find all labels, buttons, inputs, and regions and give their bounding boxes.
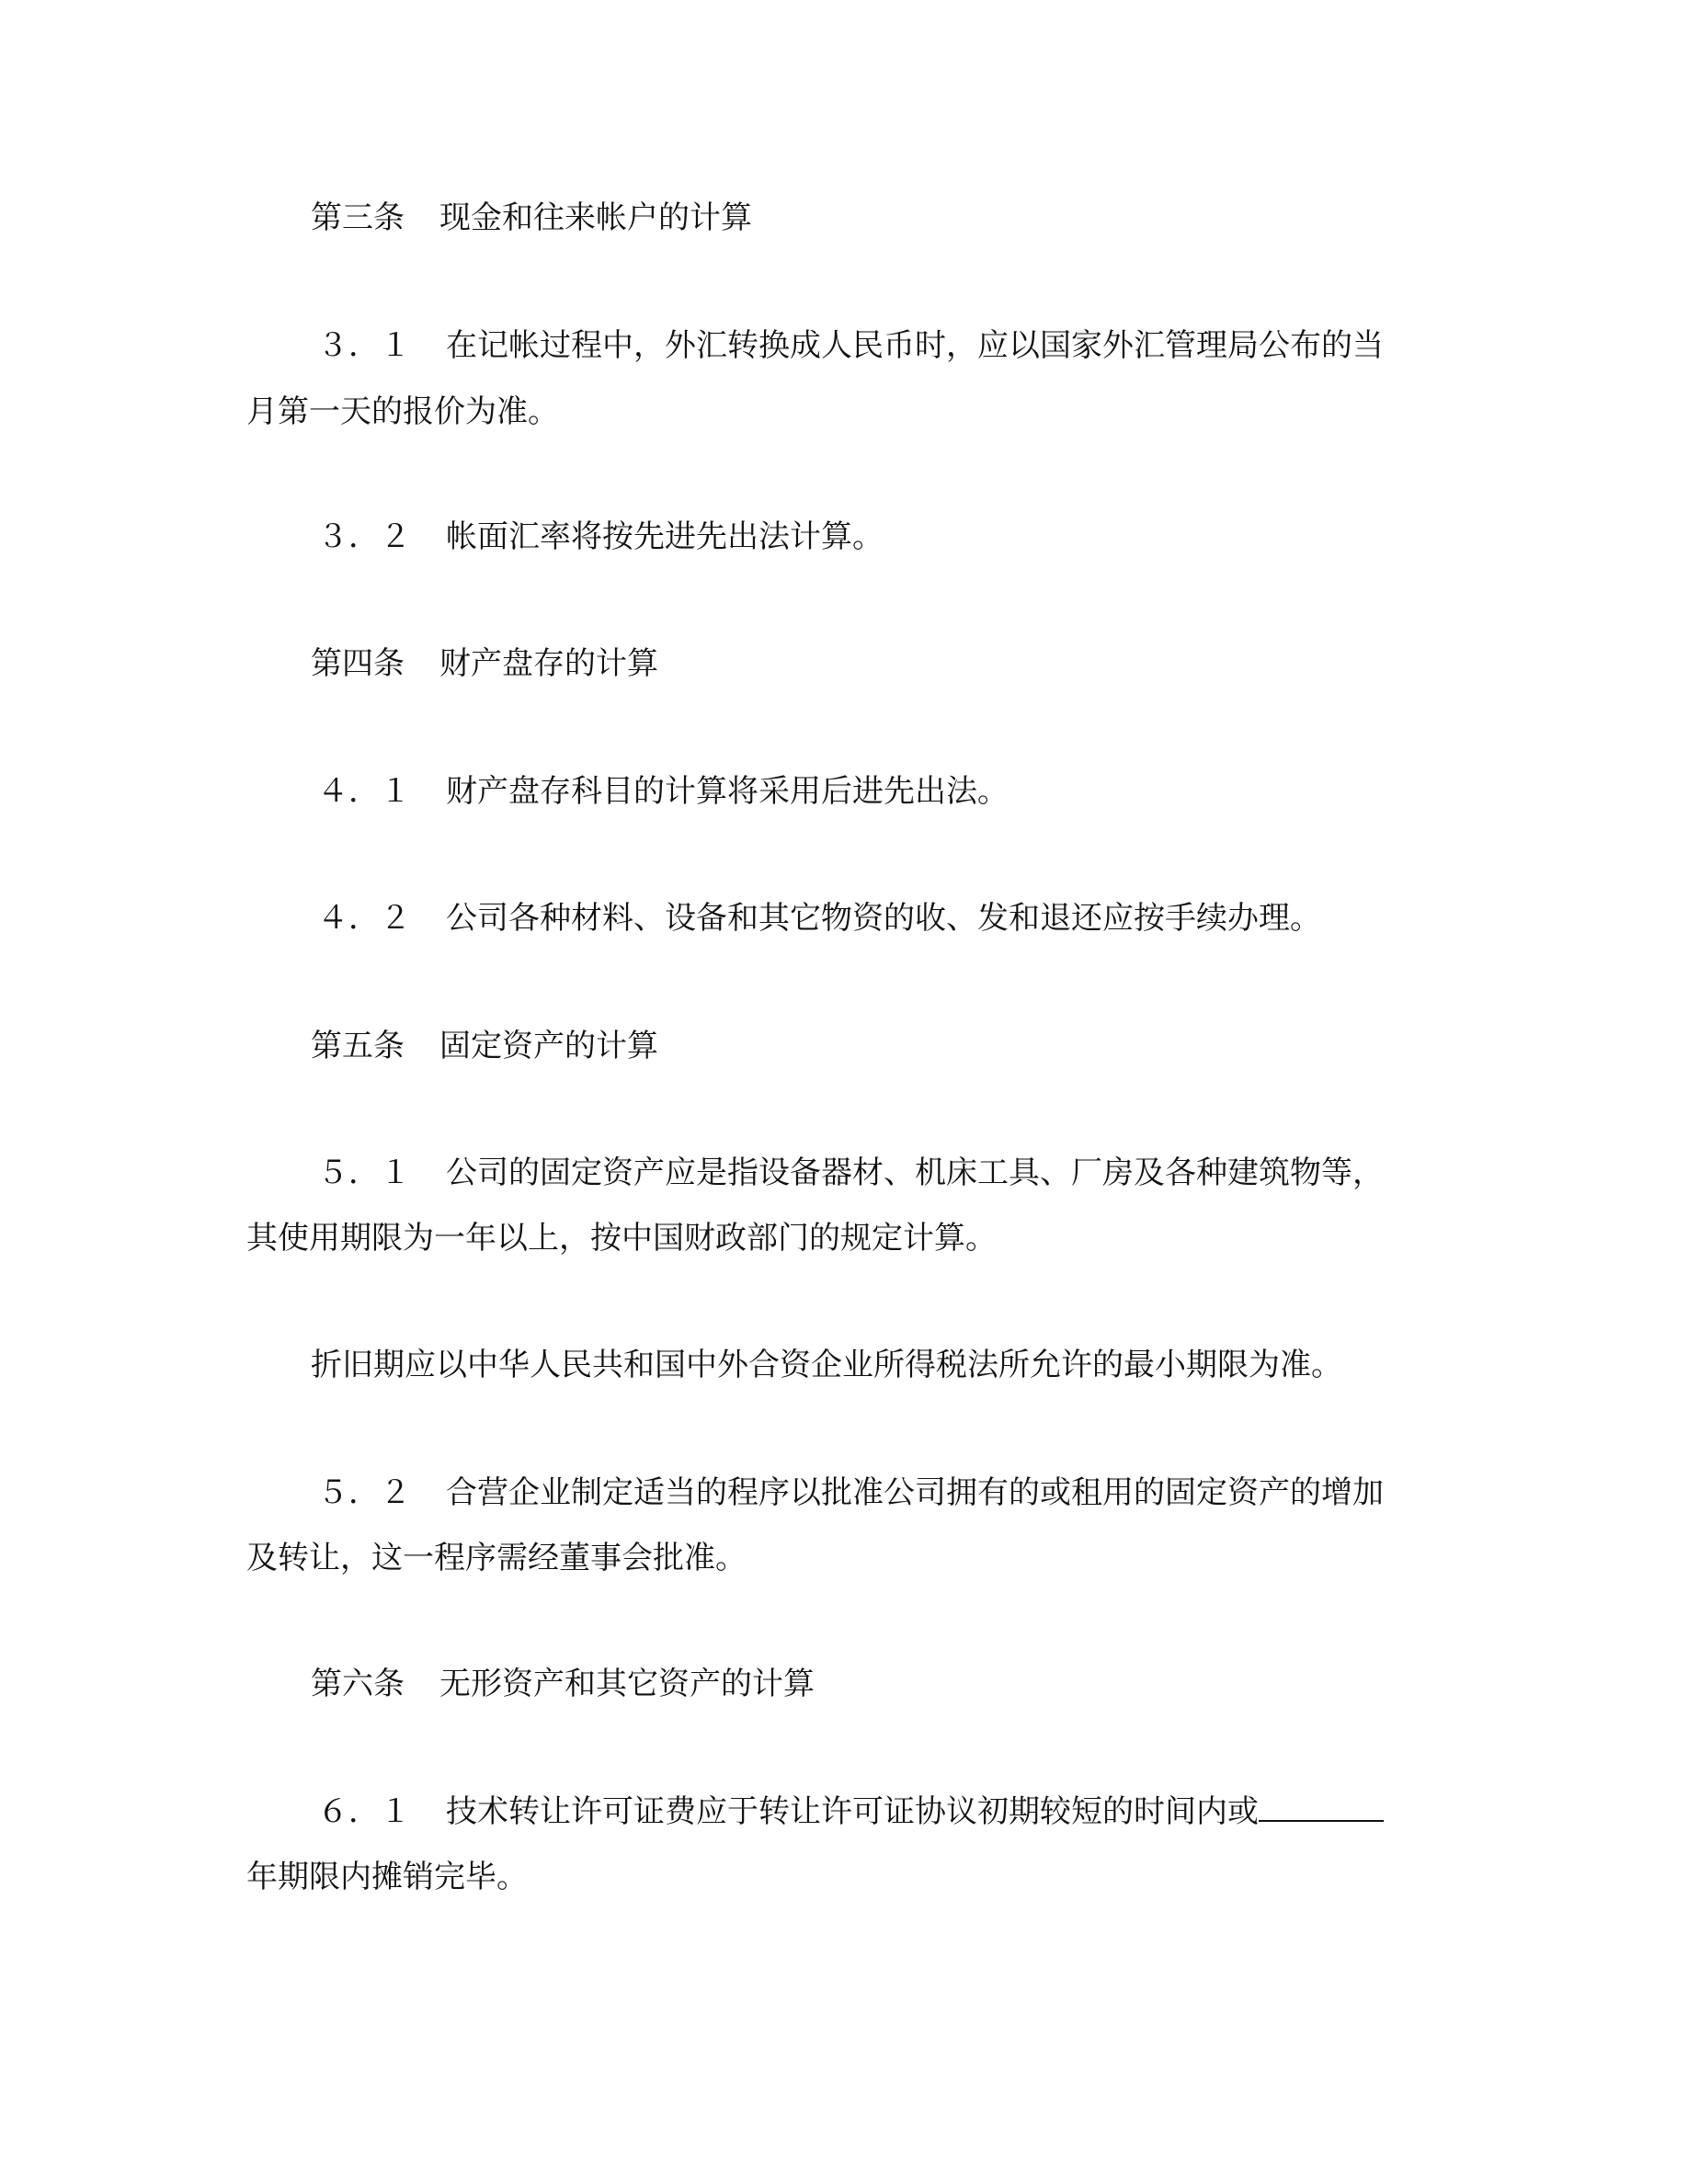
fill-in-blank <box>1259 1791 1384 1822</box>
clause-text: 在记帐过程中，外汇转换成人民币时，应以国家外汇管理局公布的当 <box>446 327 1384 364</box>
clause-number: ３．１ <box>317 327 411 364</box>
clause-number: ４．２ <box>317 900 411 937</box>
clause-text: 帐面汇率将按先进先出法计算。 <box>446 518 884 555</box>
clause-4-1 <box>317 769 1009 813</box>
clause-number: ５．２ <box>317 1474 411 1511</box>
clause-text: 月第一天的报价为准。 <box>246 393 559 430</box>
clause-text: 公司的固定资产应是指设备器材、机床工具、厂房及各种建筑物等， <box>446 1155 1384 1191</box>
clause-6-1 <box>317 1790 1384 1834</box>
article-4-heading <box>311 642 658 686</box>
article-label: 第六条 <box>311 1666 405 1702</box>
clause-text: 合营企业制定适当的程序以批准公司拥有的或租用的固定资产的增加 <box>446 1474 1384 1511</box>
clause-text: 及转让，这一程序需经董事会批准。 <box>246 1540 747 1576</box>
depreciation-paragraph <box>311 1343 1342 1387</box>
clause-5-2-continued <box>246 1536 747 1580</box>
clause-text: 财产盘存科目的计算将采用后进先出法。 <box>446 773 1009 810</box>
clause-4-2 <box>317 896 1321 940</box>
article-6-heading <box>311 1662 815 1706</box>
article-title: 财产盘存的计算 <box>439 645 658 682</box>
article-label: 第四条 <box>311 645 405 682</box>
article-5-heading <box>311 1024 658 1068</box>
clause-number: ６．１ <box>317 1793 411 1830</box>
clause-number: ５．１ <box>317 1155 411 1191</box>
clause-text: 公司各种材料、设备和其它物资的收、发和退还应按手续办理。 <box>446 900 1321 937</box>
article-label: 第五条 <box>311 1028 405 1064</box>
article-title: 固定资产的计算 <box>439 1028 658 1064</box>
article-3-heading <box>311 196 752 240</box>
clause-text: 年期限内摊销完毕。 <box>246 1859 528 1895</box>
clause-3-2 <box>317 515 884 559</box>
clause-number: ４．１ <box>317 773 411 810</box>
clause-5-1 <box>317 1151 1384 1195</box>
clause-3-1 <box>317 324 1384 368</box>
clause-number: ３．２ <box>317 518 411 555</box>
article-title: 现金和往来帐户的计算 <box>439 199 752 236</box>
clause-6-1-continued <box>246 1855 528 1899</box>
article-label: 第三条 <box>311 199 405 236</box>
clause-text: 其使用期限为一年以上，按中国财政部门的规定计算。 <box>246 1220 997 1257</box>
clause-5-2 <box>317 1471 1384 1515</box>
clause-3-1-continued <box>246 390 559 434</box>
article-title: 无形资产和其它资产的计算 <box>439 1666 815 1702</box>
clause-text: 技术转让许可证费应于转让许可证协议初期较短的时间内或 <box>446 1793 1259 1830</box>
clause-5-1-continued <box>246 1216 997 1260</box>
paragraph-text: 折旧期应以中华人民共和国中外合资企业所得税法所允许的最小期限为准。 <box>311 1347 1342 1383</box>
